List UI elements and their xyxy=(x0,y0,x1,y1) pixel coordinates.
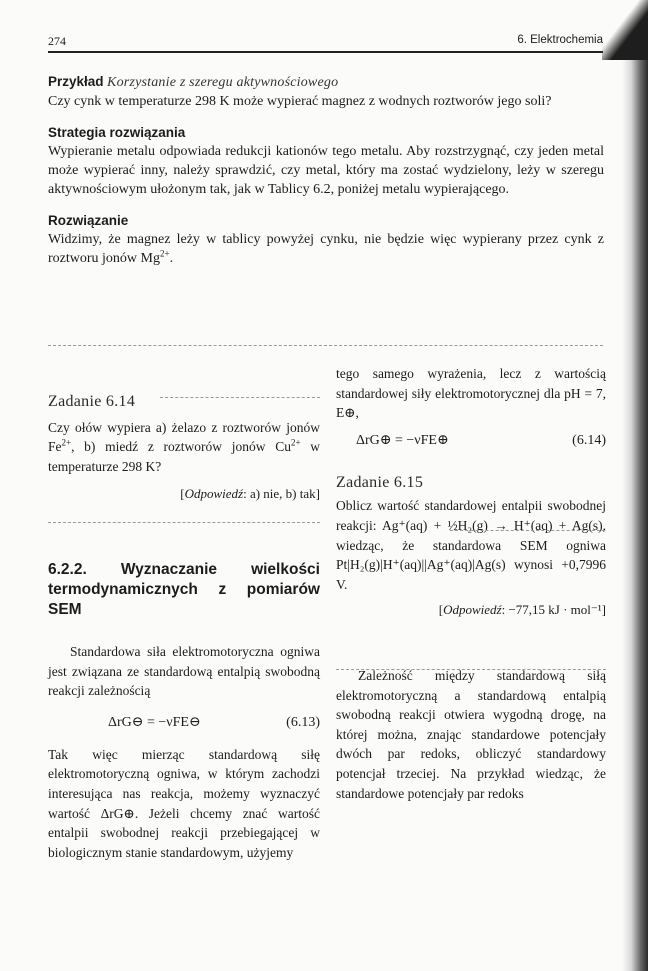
task-615-answer: [Odpowiedź: −77,15 kJ · mol⁻¹] xyxy=(438,602,606,618)
page-corner-shadow xyxy=(602,0,648,60)
equation-614-number: (6.14) xyxy=(572,432,606,448)
task-615-separator xyxy=(336,669,606,670)
left-column xyxy=(48,392,320,504)
task-614-heading: Zadanie 6.14 xyxy=(48,393,136,410)
task-615-rule xyxy=(450,530,605,531)
solution-text: Widzimy, że magnez leży w tablicy powyżej cynku, nie będzie więc wypierany przez cynk z roztworu jonów $Mg^{2+}$. xyxy=(48,232,604,266)
header-rule xyxy=(48,51,603,53)
task-614-answer: [Odpowiedź: a) nie, b) tak] xyxy=(180,486,320,502)
task-615-text: Oblicz wartość standardowej entalpii swobodnej reakcji: Ag⁺(aq) + ½H₂(g) → H⁺(aq) + Ag(s), wiedząc, że standardowa SEM ogniwa Pt|H₂(g)|H⁺(aq)||Ag⁺(aq)|Ag(s) wynosi +0,7996 V. xyxy=(336,498,606,592)
example-question: Czy cynk w temperaturze 298 K może wypierać magnez z wodnych roztworów jego soli? xyxy=(48,94,552,109)
section-heading: 6.2.2. Wyznaczanie wielkości termodynamicznych z pomiarów SEM xyxy=(48,561,320,618)
equation-614 xyxy=(336,431,606,453)
right-column xyxy=(336,364,606,803)
equation-614-formula: ΔrG⊕ = −νFE⊕ xyxy=(356,432,449,448)
section-para-2: Tak więc mierząc standardową siłę elektromotoryczną ogniwa, w którym zachodzi interesująca nas reakcja, możemy wyznaczyć wartość ΔrG⊕. Jeżeli chcemy znać wartość entalpii swobodnej reakcji przebiegającej w biologicznym stanie standardowym, użyjemy xyxy=(48,746,320,860)
running-header xyxy=(48,34,603,48)
example-block xyxy=(48,72,604,268)
task-614-rule xyxy=(160,397,320,398)
strategy-heading: Strategia rozwiązania xyxy=(48,125,186,140)
section-622 xyxy=(48,560,320,862)
page-edge-shadow xyxy=(622,0,648,971)
right-para-bottom: Zależność między standardową siłą elektromotoryczną a standardową entalpią swobodną reakcji otwiera wygodną drogę, na której można, znając standardowe potencjały dwóch par redoks, obliczyć standardowy potencjał trzeciej. Na przykład wiedząc, że standardowe potencjały par redoks xyxy=(336,667,606,801)
solution-heading: Rozwiązanie xyxy=(48,213,129,228)
example-separator xyxy=(48,345,603,346)
equation-613-formula: ΔrG⊖ = −νFE⊖ xyxy=(108,714,201,730)
task-614-separator xyxy=(48,522,320,523)
equation-613 xyxy=(48,713,320,735)
section-para-1: Standardowa siła elektromotoryczna ogniwa jest związana ze standardową entalpią swobodną reakcji zależnością xyxy=(48,644,320,699)
example-label: Przykład xyxy=(48,74,104,89)
page-number: 274 xyxy=(48,34,66,48)
right-para-top: tego samego wyrażenia, lecz z wartością standardowej siły elektromotorycznej dla pH = 7, E⊕, xyxy=(336,366,606,421)
task-615-heading: Zadanie 6.15 xyxy=(336,473,424,491)
example-title: Korzystanie z szeregu aktywnościowego xyxy=(107,75,339,90)
task-614-text: Czy ołów wypiera a) żelazo z roztworów jonów $Fe^{2+}$, b) miedź z roztworów jonów $Cu^{2+}$ w temperaturze 298 K? xyxy=(48,419,320,474)
equation-613-number: (6.13) xyxy=(286,714,320,730)
chapter-title: 6. Elektrochemia xyxy=(517,34,603,46)
strategy-text: Wypieranie metalu odpowiada redukcji kationów tego metalu. Aby rozstrzygnąć, czy jeden metal może wypierać inny, należy sprawdzić, czy metal, który ma zostać wydzielony, leży w szeregu aktywnościowym ułożonym tak, jak w Tablicy 6.2, poniżej metalu wypierającego. xyxy=(48,144,604,197)
